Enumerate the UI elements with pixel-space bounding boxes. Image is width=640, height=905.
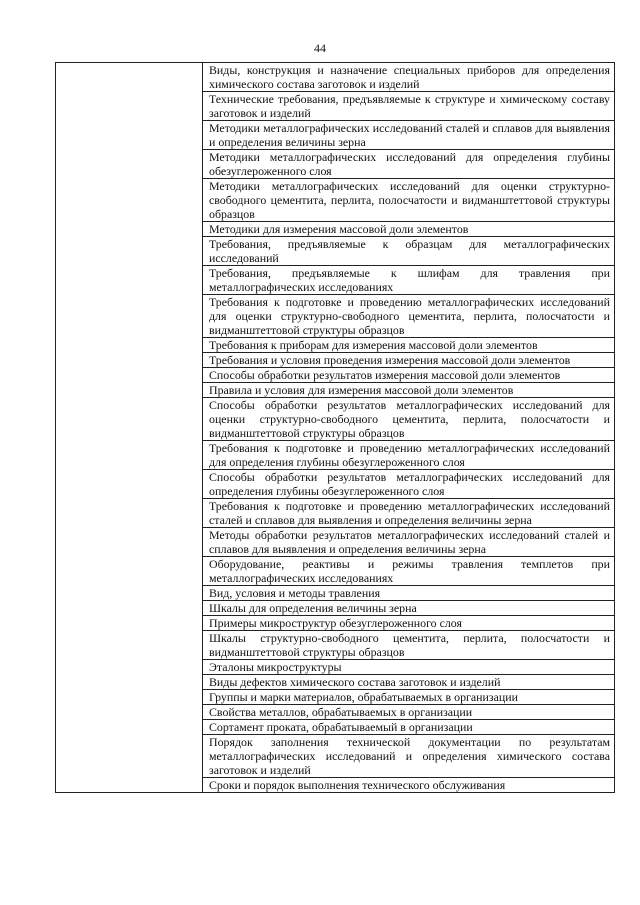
table-cell: Свойства металлов, обрабатываемых в организации <box>203 705 615 720</box>
table-row <box>56 63 615 92</box>
knowledge-table <box>55 62 615 793</box>
table-cell: Методики металлографических исследований для определения глубины обезуглероженного слоя <box>203 150 615 179</box>
table-cell: Эталоны микроструктуры <box>203 660 615 675</box>
table-cell: Правила и условия для измерения массовой доли элементов <box>203 383 615 398</box>
table-cell: Сроки и порядок выполнения технического обслуживания <box>203 778 615 793</box>
table-cell: Группы и марки материалов, обрабатываемых в организации <box>203 690 615 705</box>
table-cell: Виды, конструкция и назначение специальных приборов для определения химического состава заготовок и изделий <box>203 63 615 92</box>
table-cell: Способы обработки результатов металлографических исследований для определения глубины обезуглероженного слоя <box>203 470 615 499</box>
table-cell: Методики для измерения массовой доли элементов <box>203 222 615 237</box>
table-cell: Требования, предъявляемые к шлифам для травления при металлографических исследованиях <box>203 266 615 295</box>
table-cell: Виды дефектов химического состава заготовок и изделий <box>203 675 615 690</box>
table-cell: Требования, предъявляемые к образцам для металлографических исследований <box>203 237 615 266</box>
table-cell: Сортамент проката, обрабатываемый в организации <box>203 720 615 735</box>
table-cell: Требования к приборам для измерения массовой доли элементов <box>203 338 615 353</box>
table-cell: Методики металлографических исследований сталей и сплавов для выявления и определения величины зерна <box>203 121 615 150</box>
table-cell: Методы обработки результатов металлографических исследований сталей и сплавов для выявления и определения величины зерна <box>203 528 615 557</box>
table-cell: Требования к подготовке и проведению металлографических исследований для оценки структурно-свободного цементита, перлита, полосчатости и видманштеттовой структуры образцов <box>203 295 615 338</box>
page-number: 44 <box>314 41 326 55</box>
table-cell: Шкалы структурно-свободного цементита, перлита, полосчатости и видманштеттовой структуры образцов <box>203 631 615 660</box>
table-cell: Способы обработки результатов металлографических исследований для оценки структурно-свободного цементита, перлита, полосчатости и видманштеттовой структуры образцов <box>203 398 615 441</box>
table-cell: Способы обработки результатов измерения массовой доли элементов <box>203 368 615 383</box>
table-cell: Оборудование, реактивы и режимы травления темплетов при металлографических исследованиях <box>203 557 615 586</box>
table-cell: Вид, условия и методы травления <box>203 586 615 601</box>
table-cell: Методики металлографических исследований для оценки структурно-свободного цементита, перлита, полосчатости и видманштеттовой структуры образцов <box>203 179 615 222</box>
table-cell: Порядок заполнения технической документации по результатам металлографических исследований и определения химического состава заготовок и изделий <box>203 735 615 778</box>
table-cell: Шкалы для определения величины зерна <box>203 601 615 616</box>
table-left-column <box>56 63 203 793</box>
table-cell: Требования к подготовке и проведению металлографических исследований сталей и сплавов для выявления и определения величины зерна <box>203 499 615 528</box>
table-cell: Примеры микроструктур обезуглероженного слоя <box>203 616 615 631</box>
table-cell: Технические требования, предъявляемые к структуре и химическому составу заготовок и изделий <box>203 92 615 121</box>
table-cell: Требования и условия проведения измерения массовой доли элементов <box>203 353 615 368</box>
table-cell: Требования к подготовке и проведению металлографических исследований для определения глубины обезуглероженного слоя <box>203 441 615 470</box>
